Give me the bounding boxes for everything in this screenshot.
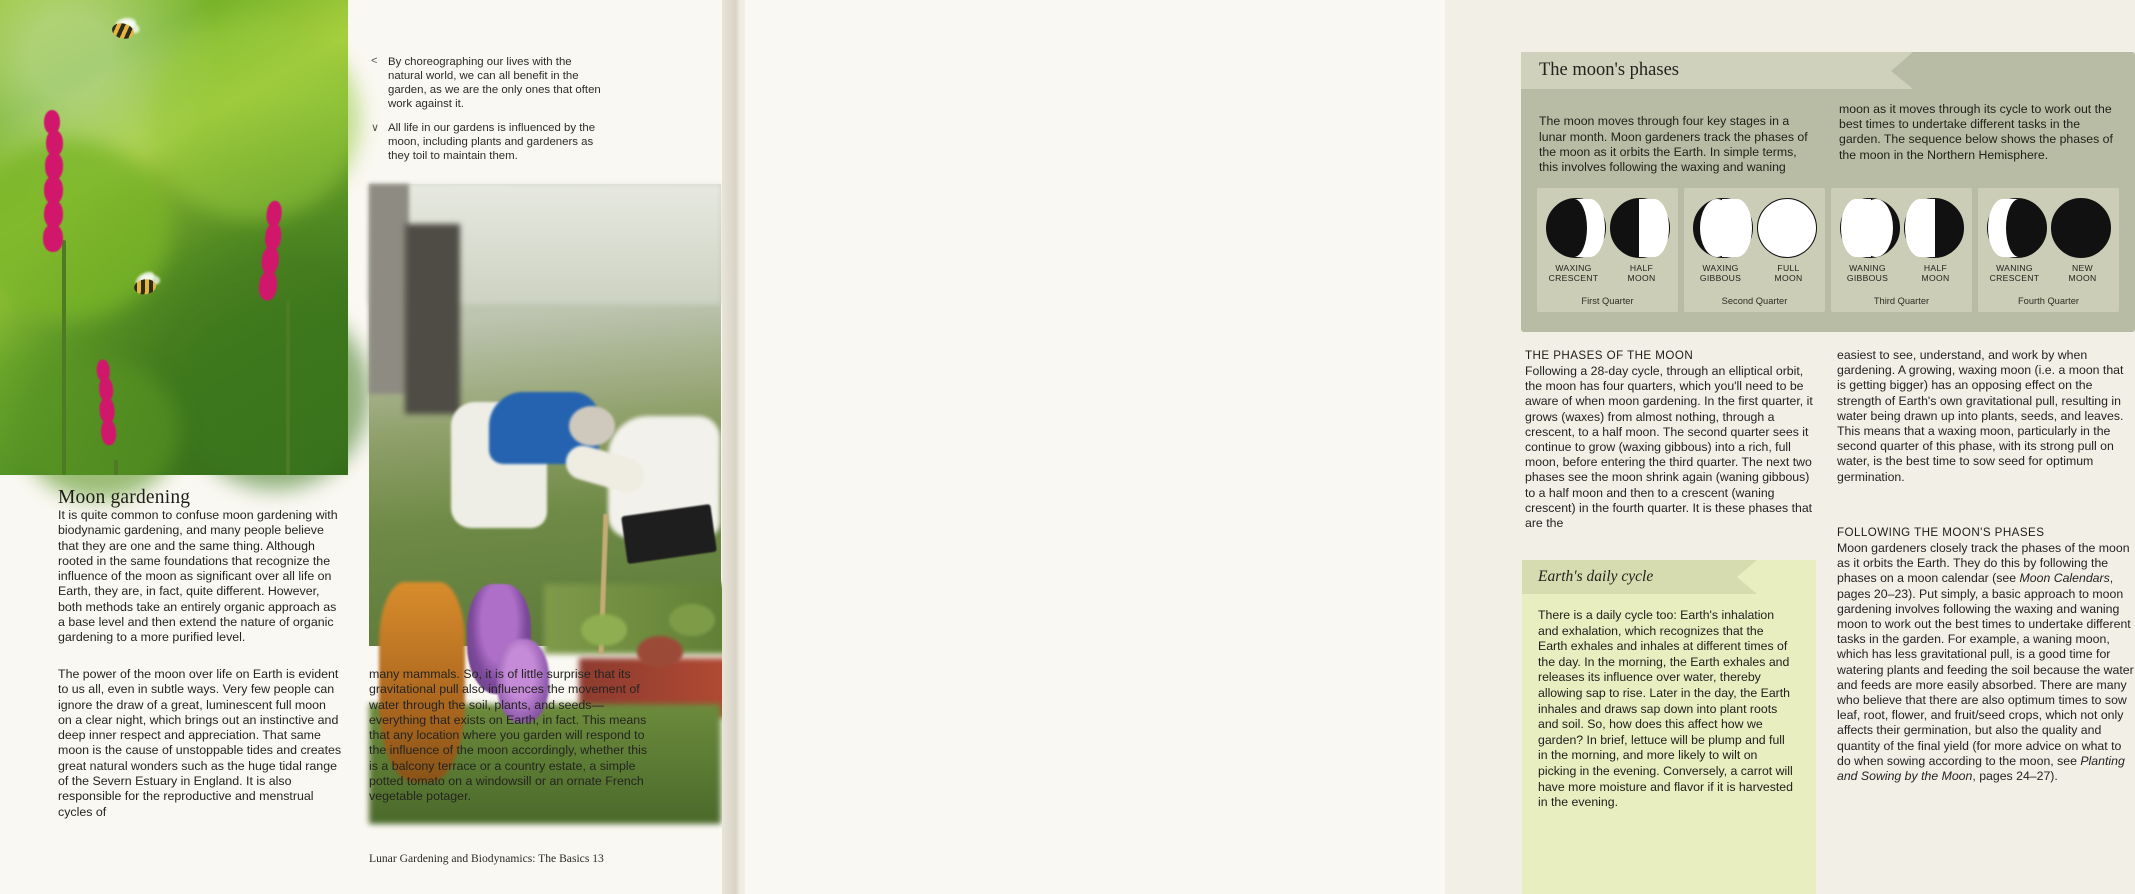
moon-phases-intro xyxy=(1539,102,2117,181)
moon-label: HALF MOON xyxy=(1627,263,1656,283)
right-column-two-body xyxy=(1837,348,2135,485)
caption-arrow-left-icon: < xyxy=(371,55,378,67)
text-run: Moon gardeners closely track the phases of the moon as it orbits the Earth. They do this by following the phases on a moon calendar (see xyxy=(1837,541,2130,586)
moon-label: FULL MOON xyxy=(1774,263,1803,283)
flower-stem xyxy=(286,300,290,475)
moon-half-first-icon xyxy=(1610,198,1670,258)
photo-gardener-head xyxy=(569,406,615,446)
blurred-foliage xyxy=(180,300,370,490)
paragraph: The moon moves through four key stages in a lunar month. Moon gardeners track the phases of the moon as it orbits the Earth. In simple terms, this involves following the waxing and waning xyxy=(1539,114,1808,174)
moon-waning-crescent-icon xyxy=(1987,198,2047,258)
moon-phase-sequence xyxy=(1537,188,2119,312)
paragraph: moon as it moves through its cycle to work out the best times to undertake different tasks in the garden. The sequence below shows the phases of the moon in the Northern Hemisphere. xyxy=(1839,102,2113,162)
text-run: , pages 24–27). xyxy=(1972,769,2058,784)
photo-wall xyxy=(369,184,409,394)
moon-waning-gibbous-icon xyxy=(1840,198,1900,258)
right-column-two-body-following xyxy=(1837,541,2135,784)
earths-daily-cycle-panel xyxy=(1522,560,1816,894)
quarter-fourth xyxy=(1978,188,2119,312)
photo-caption-top: By choreographing our lives with the natural world, we can all benefit in the garden, as we are the only ones that often work against it. xyxy=(388,56,601,110)
quarter-label: Second Quarter xyxy=(1721,296,1788,306)
heading-text: FOLLOWING THE MOON'S PHASES xyxy=(1837,526,2045,539)
moon-label: WANING GIBBOUS xyxy=(1846,263,1889,283)
paragraph: It is quite common to confuse moon gardening with biodynamic gardening, and many people believe that they are one and the same thing. Although rooted in the same foundations that recognize the influence of the moon as significant over all life on Earth, they are, in fact, quite different. However, both methods take an entirely organic approach as a base level and then extend the nature of organic gardening to a more purified level. xyxy=(58,508,338,645)
right-column-one-body xyxy=(1525,364,1817,531)
quarter-label: Fourth Quarter xyxy=(2018,296,2079,306)
book-reference: Moon Calendars xyxy=(2019,571,2110,586)
moon-phases-panel xyxy=(1521,52,2135,332)
quarter-first xyxy=(1537,188,1678,312)
right-page xyxy=(745,0,2134,894)
moon-full-icon xyxy=(1757,198,1817,258)
quarter-third xyxy=(1831,188,1972,312)
moon-waxing-gibbous-icon xyxy=(1693,198,1753,258)
photo-lettuce xyxy=(581,614,627,646)
moon-half-third-icon xyxy=(1904,198,1964,258)
quarter-second xyxy=(1684,188,1825,312)
moon-label: NEW MOON xyxy=(2068,263,2097,283)
moon-waxing-crescent-icon xyxy=(1546,198,1606,258)
paragraph: easiest to see, understand, and work by when gardening. A growing, waxing moon (i.e. a moon that is getting bigger) has an opposing effect on the strength of Earth's own gravitational pull, resulting in water being drawn up into plants, seeds, and leaves. This means that a waxing moon, particularly in the second quarter of this phase, with its strong pull on water, is the best time to sow seed for optimum germination. xyxy=(1837,348,2124,484)
left-column-body-bottom xyxy=(58,667,343,820)
moon-label: HALF MOON xyxy=(1921,263,1950,283)
quarter-label: Third Quarter xyxy=(1873,296,1930,306)
section-heading-following xyxy=(1837,525,2135,540)
bee-and-flowers-photo xyxy=(0,0,348,475)
quarter-label: First Quarter xyxy=(1581,296,1634,306)
photo-lettuce xyxy=(637,636,683,668)
bee-icon xyxy=(106,16,144,46)
gardener-photo xyxy=(369,184,721,646)
daily-cycle-body: There is a daily cycle too: Earth's inhalation and exhalation, which recognizes that the Earth exhales and inhales at different times of the day. In the morning, the Earth exhales and releases its influence over water, thereby allowing sap to rise. Later in the day, the Earth inhales and draws sap down into plant roots and soil. So, how does this affect how we garden? In brief, lettuce will be plump and full in the morning, and more likely to wilt on picking in the evening. Conversely, a carrot will have more moisture and flavor if it is harvested in the evening. xyxy=(1538,608,1793,810)
middle-column-body xyxy=(369,667,659,805)
blurred-foliage xyxy=(150,20,360,220)
text-run: , pages 20–23). Put simply, a basic approach to moon gardening involves following the waxing and waning moon to work out the best times to undertake different tasks in the garden. For example, a waning moon, which has less gravitational pull, is a good time for watering plants and feeding the soil because the water and feeds are more easily absorbed. There are many who believe that there are also optimum times to sow leaf, root, flower, and fruit/seed crops, which not only affects their germination, but also the quality and quantity of the final yield (for more advice on what to do when sowing according to the moon, see xyxy=(1837,571,2134,768)
book-reference: Planting and Sowing by the Moon xyxy=(1837,753,2125,784)
paragraph: many mammals. So, it is of little surprise that its gravitational pull also influences the movement of water through the soil, plants, and seeds—everything that exists on Earth, in fact. This means that any location where you garden will respond to the influence of the moon accordingly, whether this is a balcony terrace or a country estate, a simple potted tomato on a windowsill or an ornate French vegetable potager. xyxy=(369,667,648,804)
bee-icon xyxy=(129,273,166,300)
photo-lettuce xyxy=(669,604,715,636)
caption-arrow-down-icon: ∨ xyxy=(371,122,380,134)
moon-new-icon xyxy=(2051,198,2111,258)
folio-line: Lunar Gardening and Biodynamics: The Basics 13 xyxy=(369,852,604,865)
paragraph: The power of the moon over life on Earth is evident to us all, even in subtle ways. Very few people can ignore the draw of a great, luminescent full moon on a clear night, which brings out an instinctive and deep inner respect and appreciation. That same moon is the cause of unstoppable tides and creates great natural wonders such as the huge tidal range of the Severn Estuary in England. It is also responsible for the reproductive and menstrual cycles of xyxy=(58,667,342,819)
paragraph: Following a 28-day cycle, through an elliptical orbit, the moon has four quarters, which you'll need to be aware of when moon gardening. In the first quarter, it grows (waxes) from almost nothing, through a crescent, to a half moon. The second quarter sees it continue to grow (waxing gibbous) into a rich, full moon, before entering the third quarter. The next two phases see the moon shrink again (waning gibbous) to a half moon and then to a crescent (waning crescent) in the fourth quarter. It is these phases that are the xyxy=(1525,364,1813,531)
left-column-body-top xyxy=(58,508,343,646)
heading-text: THE PHASES OF THE MOON xyxy=(1525,349,1694,362)
photo-caption-bottom: All life in our gardens is influenced by the moon, including plants and gardeners as they toil to maintain them. xyxy=(388,122,596,162)
section-heading-phases xyxy=(1525,348,1817,363)
moon-label: WAXING GIBBOUS xyxy=(1699,263,1742,283)
moon-label: WANING CRESCENT xyxy=(1989,263,2040,283)
paragraph xyxy=(1837,541,2135,784)
photo-shadow xyxy=(405,224,460,414)
page-title: Moon gardening xyxy=(58,487,191,508)
daily-cycle-title: Earth's daily cycle xyxy=(1538,568,1654,585)
moon-phases-title: The moon's phases xyxy=(1539,60,1680,80)
flower-stem xyxy=(62,240,66,475)
moon-label: WAXING CRESCENT xyxy=(1548,263,1599,283)
left-page xyxy=(0,0,745,894)
flower-stem xyxy=(114,460,118,475)
